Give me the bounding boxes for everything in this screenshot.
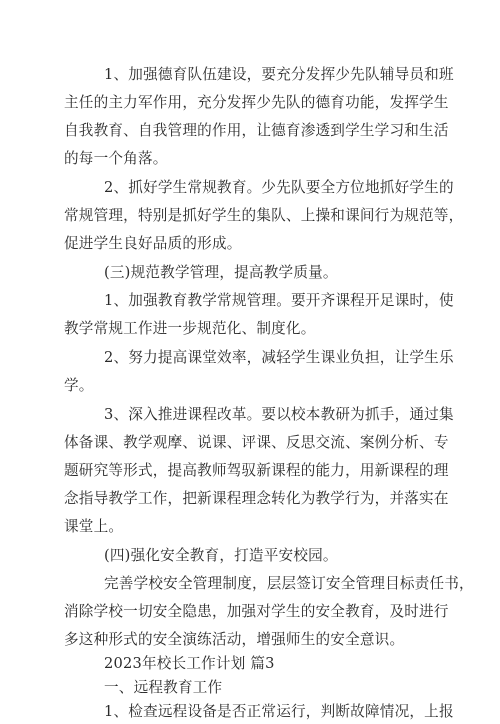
paragraph-line bbox=[0, 204, 500, 228]
paragraph-line bbox=[0, 600, 500, 624]
paragraph-text: 常规管理，特别是抓好学生的集队、上操和课间行为规范等， bbox=[64, 207, 464, 224]
paragraph-text: 1、加强教育教学常规管理。要开齐课程开足课时，使 bbox=[104, 292, 454, 309]
paragraph-line bbox=[0, 459, 500, 483]
paragraph-line bbox=[0, 628, 500, 652]
paragraph-text: 2、努力提高课堂效率，减轻学生课业负担，让学生乐 bbox=[104, 349, 454, 366]
paragraph-text: 课堂上。 bbox=[64, 518, 124, 535]
paragraph-text: 的每一个角落。 bbox=[64, 150, 168, 167]
paragraph-text: 教学常规工作进一步规范化、制度化。 bbox=[64, 320, 316, 337]
paragraph-text: 促进学生良好品质的形成。 bbox=[64, 235, 242, 252]
paragraph-line bbox=[0, 119, 500, 143]
paragraph-line bbox=[0, 700, 500, 724]
paragraph-text: 主任的主力军作用，充分发挥少先队的德育功能，发挥学生 bbox=[64, 94, 449, 111]
paragraph-line bbox=[0, 346, 500, 370]
paragraph-text: 体备课、教学观摩、说课、评课、反思交流、案例分析、专 bbox=[64, 434, 449, 451]
document-title bbox=[0, 652, 500, 676]
paragraph-line bbox=[0, 91, 500, 115]
section-heading-text: 一、远程教育工作 bbox=[104, 679, 223, 696]
paragraph-text: 3、深入推进课程改革。要以校本教研为抓手，通过集 bbox=[104, 406, 454, 423]
paragraph-line bbox=[0, 374, 500, 398]
paragraph-line bbox=[0, 403, 500, 427]
paragraph-text: 学。 bbox=[64, 377, 94, 394]
paragraph-text: 念指导教学工作，把新课程理念转化为教学行为，并落实在 bbox=[64, 490, 449, 507]
paragraph-text: 完善学校安全管理制度，层层签订安全管理目标责任书， bbox=[104, 575, 474, 592]
paragraph-text: 自我教育、自我管理的作用，让德育渗透到学生学习和生活 bbox=[64, 122, 449, 139]
paragraph-text: 2、抓好学生常规教育。少先队要全方位地抓好学生的 bbox=[104, 179, 454, 196]
paragraph-text: 1、加强德育队伍建设，要充分发挥少先队辅导员和班 bbox=[104, 66, 454, 83]
paragraph-line bbox=[0, 572, 500, 596]
section-heading bbox=[0, 544, 500, 568]
paragraph-text: 多这种形式的安全演练活动，增强师生的安全意识。 bbox=[64, 631, 405, 648]
section-heading-text: (三)规范教学管理，提高教学质量。 bbox=[104, 264, 338, 281]
paragraph-text: 题研究等形式，提高教师驾驭新课程的能力，用新课程的理 bbox=[64, 462, 449, 479]
paragraph-line bbox=[0, 487, 500, 511]
paragraph-text: 1、检查远程设备是否正常运行，判断故障情况，上报 bbox=[104, 703, 454, 720]
section-heading-text: (四)强化安全教育，打造平安校园。 bbox=[104, 547, 338, 564]
paragraph-line bbox=[0, 63, 500, 87]
paragraph-line bbox=[0, 147, 500, 171]
paragraph-text: 消除学校一切安全隐患，加强对学生的安全教育，及时进行 bbox=[64, 603, 449, 620]
document-title-text: 2023年校长工作计划 篇3 bbox=[104, 655, 275, 672]
paragraph-line bbox=[0, 431, 500, 455]
section-heading bbox=[0, 261, 500, 285]
section-heading bbox=[0, 676, 500, 700]
paragraph-line bbox=[0, 176, 500, 200]
paragraph-line bbox=[0, 515, 500, 539]
paragraph-line bbox=[0, 317, 500, 341]
paragraph-line bbox=[0, 232, 500, 256]
paragraph-line bbox=[0, 289, 500, 313]
